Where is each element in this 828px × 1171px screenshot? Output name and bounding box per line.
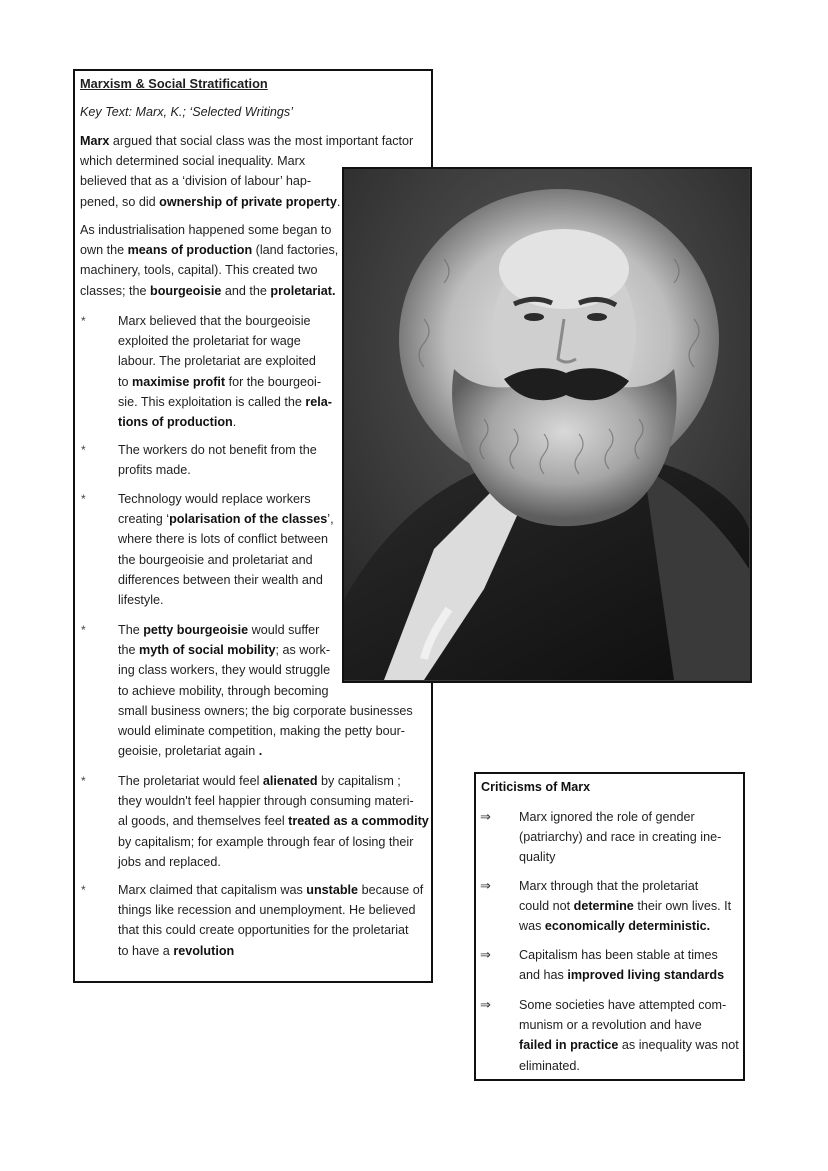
criticism-line: quality xyxy=(519,850,556,865)
bullet-point-line: small business owners; the big corporate businesses xyxy=(118,703,413,718)
bullet-point-line: where there is lots of conflict between xyxy=(118,532,329,547)
industrialisation-line: classes; the bourgeoisie and the proletariat. xyxy=(80,283,336,298)
bullet-point-line: Technology would replace workers xyxy=(118,492,311,506)
bullet-point-line: to maximise profit for the bourgeoi- xyxy=(118,374,322,389)
bullet-point-line: Marx believed that the bourgeoisie xyxy=(118,314,311,328)
criticism-line: Marx ignored the role of gender xyxy=(519,810,695,824)
bullet-point-line: they wouldn't feel happier through consuming materi- xyxy=(118,794,414,809)
bullet-point-line: The workers do not benefit from the xyxy=(118,443,317,457)
bullet-point-line: to have a revolution xyxy=(118,943,235,958)
double-arrow-icon: ⇒ xyxy=(480,947,491,962)
intro-line: pened, so did ownership of private property. xyxy=(80,194,341,209)
industrialisation-line: machinery, tools, capital). This created two xyxy=(80,263,318,278)
criticism-line: failed in practice as inequality was not xyxy=(519,1038,739,1053)
bullet-point-line: the bourgeoisie and proletariat and xyxy=(118,552,313,567)
double-arrow-icon: ⇒ xyxy=(480,809,491,824)
bullet-point-line: sie. This exploitation is called the rela- xyxy=(118,394,332,409)
page-title: Marxism & Social Stratification xyxy=(80,76,268,91)
bullet-point-line: The proletariat would feel alienated by capitalism ; xyxy=(118,774,401,788)
bullet-point-line: geoisie, proletariat again . xyxy=(118,744,263,759)
criticism-line: (patriarchy) and race in creating ine- xyxy=(519,830,722,845)
key-text-reference: Key Text: Marx, K.; ‘Selected Writings’ xyxy=(80,105,293,119)
bullet-point-line: things like recession and unemployment. He believed xyxy=(118,903,416,918)
bullet-point-line: lifestyle. xyxy=(118,593,164,607)
criticism-line: and has improved living standards xyxy=(519,968,725,983)
karl-marx-portrait xyxy=(342,167,752,683)
bullet-asterisk-icon: * xyxy=(81,314,86,328)
bullet-point-line: by capitalism; for example through fear of losing their xyxy=(118,834,414,849)
criticism-line: could not determine their own lives. It xyxy=(519,899,732,914)
bullet-point-line: the myth of social mobility; as work- xyxy=(118,643,331,658)
bullet-point-line: labour. The proletariat are exploited xyxy=(118,354,316,369)
double-arrow-icon: ⇒ xyxy=(480,878,491,893)
bullet-point-line: Marx claimed that capitalism was unstable because of xyxy=(118,883,424,897)
bullet-point-line: to achieve mobility, through becoming xyxy=(118,683,329,698)
bullet-point-line: jobs and replaced. xyxy=(118,854,221,869)
criticism-line: munism or a revolution and have xyxy=(519,1018,702,1033)
bullet-point-line: ing class workers, they would struggle xyxy=(118,663,331,678)
criticism-line: Some societies have attempted com- xyxy=(519,998,727,1012)
bullet-asterisk-icon: * xyxy=(81,774,86,788)
bullet-point-line: profits made. xyxy=(118,463,191,478)
double-arrow-icon: ⇒ xyxy=(480,997,491,1012)
bullet-point-line: differences between their wealth and xyxy=(118,572,323,587)
bullet-point-line: that this could create opportunities for the proletariat xyxy=(118,923,409,938)
intro-line: Marx argued that social class was the most important factor xyxy=(80,134,414,148)
bullet-asterisk-icon: * xyxy=(81,443,86,457)
bullet-point-line: The petty bourgeoisie would suffer xyxy=(118,623,320,637)
industrialisation-line: own the means of production (land factories, xyxy=(80,243,339,258)
bullet-point-line: creating ‘polarisation of the classes’, xyxy=(118,512,334,527)
bullet-point-line: al goods, and themselves feel treated as a commodity xyxy=(118,814,429,829)
bullet-point-line: tions of production. xyxy=(118,415,237,429)
bullet-asterisk-icon: * xyxy=(81,623,86,637)
portrait-image xyxy=(344,169,749,680)
intro-line: which determined social inequality. Marx xyxy=(80,154,306,169)
bullet-point-line: would eliminate competition, making the petty bour- xyxy=(118,724,406,738)
criticism-line: Marx through that the proletariat xyxy=(519,879,699,893)
criticism-line: was economically deterministic. xyxy=(519,919,711,934)
criticisms-title: Criticisms of Marx xyxy=(481,780,591,794)
bullet-asterisk-icon: * xyxy=(81,883,86,897)
intro-line: believed that as a ‘division of labour’ hap- xyxy=(80,174,312,189)
bullet-asterisk-icon: * xyxy=(81,492,86,506)
bullet-point-line: exploited the proletariat for wage xyxy=(118,334,301,349)
criticism-line: Capitalism has been stable at times xyxy=(519,948,718,962)
criticism-line: eliminated. xyxy=(519,1058,580,1073)
industrialisation-line: As industrialisation happened some began to xyxy=(80,223,332,237)
